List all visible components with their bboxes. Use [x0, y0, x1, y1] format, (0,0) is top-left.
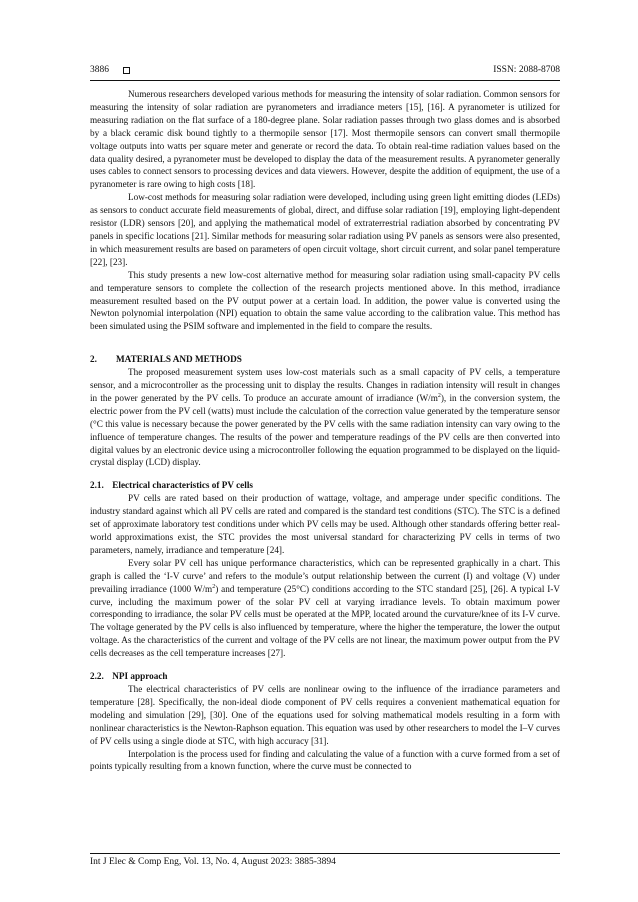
section-heading — [90, 353, 560, 366]
journal-citation: Int J Elec & Comp Eng, Vol. 13, No. 4, August 2023: 3885-3894 — [90, 857, 336, 867]
section-title: MATERIALS AND METHODS — [116, 354, 242, 365]
subsection-number: 2.1. — [90, 480, 104, 491]
paragraph: The electrical characteristics of PV cells are nonlinear owing to the influence of the irradiance parameters and temperature [28]. Specifically, the non-ideal diode component of PV cells requires a convenient mathematical equation for modeling and simulation [29], [30]. One of the equations used for solving mathematical models resulting in a form with nonlinear characteristics is the Newton-Raphson equation. This equation was used by other researchers to model the I–V curves of PV cells using a single diode at STC, with high accuracy [31]. — [90, 683, 560, 746]
footer-divider — [90, 853, 560, 854]
text-run: ), in the conversion system, the electric power from the PV cell (watts) must include the calculation of the correction value generated by the temperature sensor (°C this value is necessary because the power generated by the PV cells with the same radiation intensity can vary owing to the influence of temperature changes. The results of the power and temperature readings of the PV cells are then converted into digital values by an electronic device using a microcontroller following the equation programmed to be displayed on the liquid-crystal display (LCD) display. — [90, 392, 560, 468]
subsection-title: Electrical characteristics of PV cells — [112, 480, 253, 491]
paragraph — [90, 366, 560, 469]
header-divider — [90, 80, 560, 81]
text-run: The proposed measurement system uses low-cost materials such as a small capacity of PV cells, a temperature sensor, and a microcontroller as the processing unit to display the results. Changes in radiation intensity will result in changes in the power generated by the PV cells. To produce an accurate amount of irradiance (W/m — [90, 367, 560, 403]
paragraph: Interpolation is the process used for finding and calculating the value of a function with a curve formed from a set of points typically resulting from a known function, where the curve must be connected to — [90, 748, 560, 772]
paragraph: PV cells are rated based on their production of wattage, voltage, and amperage under specific conditions. The industry standard against which all PV cells are rated and compared is the standard test conditions (STC). The STC is a defined set of approximate laboratory test conditions under which PV cells may be used. Although other standards offering better real-world approximations exist, the STC provides the most universal standard for characterizing PV cells in terms of two parameters, namely, irradiance and temperature [24]. — [90, 493, 560, 555]
subsection-title: NPI approach — [112, 671, 168, 682]
page-header — [90, 62, 560, 78]
square-bullet-icon — [123, 67, 130, 74]
issn-label: ISSN: 2088-8708 — [493, 65, 560, 75]
page-number: 3886 — [90, 65, 109, 75]
superscript: 2 — [212, 583, 216, 590]
paragraph: This study presents a new low-cost alternative method for measuring solar radiation using small-capacity PV cells and temperature sensors to complete the collection of the research projects mentioned above. In this method, irradiance measurement resulted based on the PV output power at a certain load. In addition, the power value is converted using the Newton polynomial interpolation (NPI) equation to obtain the same value according to the calibration value. This method has been simulated using the PSIM software and implemented in the field to compare the results. — [90, 269, 560, 332]
section-number: 2. — [90, 354, 97, 365]
subsection-heading — [90, 479, 560, 492]
text-run: ) and temperature (25°C) conditions according to the STC standard [25], [26]. A typical I-V curve, including the maximum power of the solar PV cell at varying irradiance levels. To obtain maximum power corresponding to irradiance, the solar PV cells must be operated at the MPP, located around the curvature/knee of its I-V curve. The voltage generated by the PV cells is also influenced by temperature, where the higher the temperature, the lower the output voltage. As the characteristics of the current and voltage of the PV cells are not linear, the maximum power output from the PV cells decreases as the cell temperature increases [27]. — [90, 583, 560, 659]
subsection-heading — [90, 670, 560, 683]
article-body — [90, 88, 560, 773]
paragraph — [90, 557, 560, 660]
paragraph: Low-cost methods for measuring solar radiation were developed, including using green light emitting diodes (LEDs) as sensors to conduct accurate field measurements of global, direct, and diffuse solar radiation [19], employing light-dependent resistor (LDR) sensors [20], and applying the mathematical model of extraterrestrial radiation absorbed by concentrating PV panels in specific locations [21]. Similar methods for measuring solar radiation using PV panels as sensors were also presented, in which measurement results are based on parameters of open circuit voltage, short circuit current, and solar panel temperature [22], [23]. — [90, 192, 560, 267]
paragraph: Numerous researchers developed various methods for measuring the intensity of solar radiation. Common sensors for measuring the intensity of solar radiation are pyranometers and irradiance meters [15], [16]. A pyranometer is utilized for measuring radiation on the flat surface of a 180-degree plane. Solar radiation passes through two glass domes and is absorbed by a black ceramic disk bound tightly to a thermopile sensor [17]. Most thermopile sensors can convert small thermopile voltage outputs into watts per square meter and generate or record the data. To obtain real-time radiation values based on the data quality desired, a pyranometer must be developed to display the data of the measurement results. A pyranometer generally uses cables to connect sensors to processing devices and data viewers. However, despite the addition of equipment, the use of a pyranometer is rare owing to high costs [18]. — [90, 89, 560, 190]
subsection-number: 2.2. — [90, 671, 104, 682]
text-run: Every solar PV cell has unique performance characteristics, which can be represented graphically in a chart. This graph is called the ‘I-V curve’ and refers to the module’s output relationship between the current (I) and voltage (V) under prevailing irradiance (1000 W/m — [90, 557, 560, 594]
superscript: 2 — [437, 392, 441, 399]
